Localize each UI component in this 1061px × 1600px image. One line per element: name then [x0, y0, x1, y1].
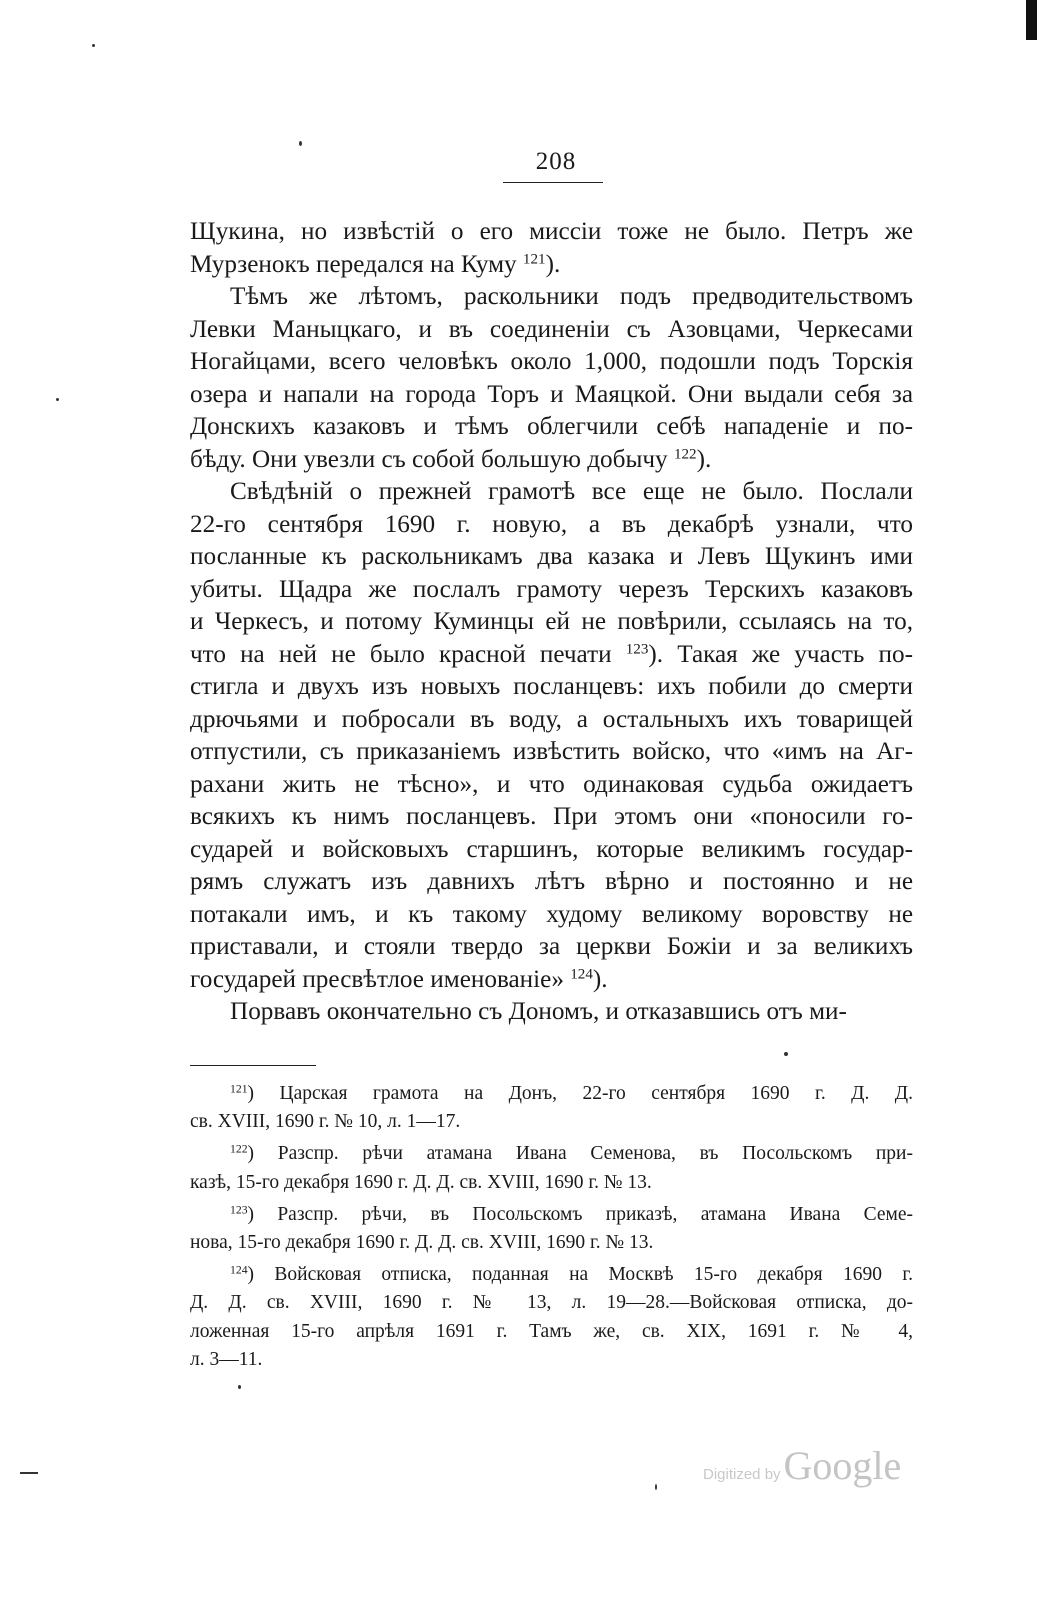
footnote-ref: 123 — [625, 641, 649, 658]
footnote — [190, 1201, 913, 1257]
page-number-rule — [503, 182, 603, 183]
text-line: казѣ, 15-го декабря 1690 г. Д. Д. св. XVIII, 1690 г. № 13. — [190, 1171, 652, 1193]
scan-speck — [92, 44, 95, 47]
text-line: всякихъ къ нимъ посланцевъ. При этомъ они «поносили го- — [190, 803, 913, 830]
text-line: нова, 15-го декабря 1690 г. Д. Д. св. XVIII, 1690 г. № 13. — [190, 1231, 654, 1253]
text-line: стигла и двухъ изъ новыхъ посланцевъ: ихъ побили до смерти — [190, 673, 913, 700]
scan-speck — [655, 1484, 657, 1490]
text-line — [190, 444, 913, 477]
line-text: ). — [696, 445, 712, 473]
line-text: ) Войсковая отписка, поданная на Москвѣ 15-го декабря 1690 г. — [247, 1264, 913, 1286]
paragraph — [190, 281, 913, 476]
text-line: Д. Д. св. XVIII, 1690 г. № 13, л. 19—28.—Войсковая отписка, до- — [190, 1292, 913, 1314]
footnote — [190, 1140, 913, 1196]
text-line: и Черкесъ, и потому Куминцы ей не повѣрили, ссылаясь на то, — [190, 608, 913, 635]
text-line: Ногайцами, всего человѣкъ около 1,000, подошли подъ Торскія — [190, 348, 913, 375]
line-text: ) Царская грамота на Донъ, 22-го сентября 1690 г. Д. Д. — [247, 1083, 913, 1104]
footnote — [190, 1080, 913, 1136]
footnote-ref: 121 — [522, 251, 546, 268]
footnote-ref: 124 — [570, 966, 593, 983]
line-text: ) Разспр. рѣчи атамана Ивана Семенова, въ Посольскомъ при- — [247, 1143, 913, 1165]
text-line — [190, 1080, 913, 1108]
line-text: ) Разспр. рѣчи, въ Посольскомъ приказѣ, атамана Ивана Семе- — [247, 1203, 913, 1225]
text-line: рахани жить не тѣсно», и что одинаковая судьба ожидаетъ — [190, 770, 913, 798]
text-line: приставали, и стояли твердо за церкви Божіи и за великихъ — [190, 933, 913, 960]
text-line — [190, 249, 913, 282]
text-line: рямъ служатъ изъ давнихъ лѣтъ вѣрно и постоянно и не — [190, 868, 913, 895]
text-line — [190, 964, 913, 997]
line-text: Мурзенокъ передался на Куму — [190, 250, 523, 278]
scan-edge-mark — [1026, 0, 1037, 40]
paragraph — [190, 216, 913, 281]
paragraph — [190, 996, 913, 1029]
text-line: 22-го сентября 1690 г. новую, а въ декабрѣ узнали, что — [190, 510, 913, 538]
footnote-ref: 121 — [230, 1082, 248, 1096]
scan-speck — [56, 398, 59, 401]
footnote-ref: 123 — [230, 1203, 248, 1217]
footnote-separator — [190, 1065, 316, 1066]
body-text — [190, 216, 913, 1029]
text-line: озера и напали на города Торъ и Маяцкой. Они выдали себя за — [190, 380, 913, 408]
line-text: ). — [545, 250, 561, 278]
line-text: что на ней не было красной печати — [190, 640, 626, 668]
text-line: убиты. Щадра же послалъ грамоту черезъ Терскихъ казаковъ — [190, 575, 913, 603]
text-line: потакали имъ, и къ такому худому великому воровству не — [190, 900, 913, 928]
text-line: Порвавъ окончательно съ Дономъ, и отказавшись отъ ми- — [230, 998, 847, 1025]
line-text: государей пресвѣтлое именованіе» — [190, 965, 571, 993]
text-line — [190, 1201, 913, 1229]
footnote-ref: 122 — [673, 446, 697, 463]
footnote-ref: 124 — [230, 1263, 248, 1277]
text-line: Щукина, но извѣстій о его миссіи тоже не было. Петръ же — [190, 218, 913, 245]
text-line: л. 3—11. — [190, 1348, 263, 1370]
text-line: Донскихъ казаковъ и тѣмъ облегчили себѣ нападеніе и по- — [190, 413, 913, 440]
line-text: бѣду. Они увезли съ собой большую добычу — [190, 445, 674, 473]
footnote-ref: 122 — [230, 1142, 248, 1156]
text-line: св. XVIII, 1690 г. № 10, л. 1—17. — [190, 1111, 461, 1133]
text-line — [190, 1140, 913, 1168]
text-line: посланные къ раскольникамъ два казака и Левъ Щукинъ ими — [190, 543, 913, 570]
text-line — [190, 1261, 913, 1289]
text-line — [190, 639, 913, 672]
text-line: дрючьями и побросали въ воду, а остальныхъ ихъ товарищей — [190, 705, 913, 733]
digitized-watermark — [703, 1442, 901, 1489]
text-line: отпустили, съ приказаніемъ извѣстить войско, что «имъ на Аг- — [190, 738, 913, 765]
paragraph — [190, 476, 913, 996]
scan-speck — [238, 1385, 241, 1389]
text-line: Тѣмъ же лѣтомъ, раскольники подъ предводительствомъ — [230, 283, 913, 310]
google-logo: Google — [783, 1443, 902, 1488]
scan-mark — [20, 1472, 38, 1474]
page-number: 208 — [535, 148, 577, 175]
text-line: сударей и войсковыхъ старшинъ, которые великимъ государ- — [190, 835, 913, 863]
text-line: ложенная 15-го апрѣля 1691 г. Тамъ же, св. XIX, 1691 г. № 4, — [190, 1320, 913, 1342]
footnote — [190, 1261, 913, 1374]
footnotes — [190, 1080, 913, 1378]
watermark-text: Digitized by — [703, 1466, 781, 1483]
text-line: Левки Маныцкаго, и въ соединеніи съ Азовцами, Черкесами — [190, 315, 913, 343]
scan-speck — [299, 141, 302, 146]
text-line: Свѣдѣній о прежней грамотѣ все еще не было. Послали — [230, 478, 913, 505]
scan-speck — [784, 1052, 788, 1056]
line-text: ). — [592, 965, 608, 993]
line-text: ). Такая же участь по- — [648, 640, 913, 668]
